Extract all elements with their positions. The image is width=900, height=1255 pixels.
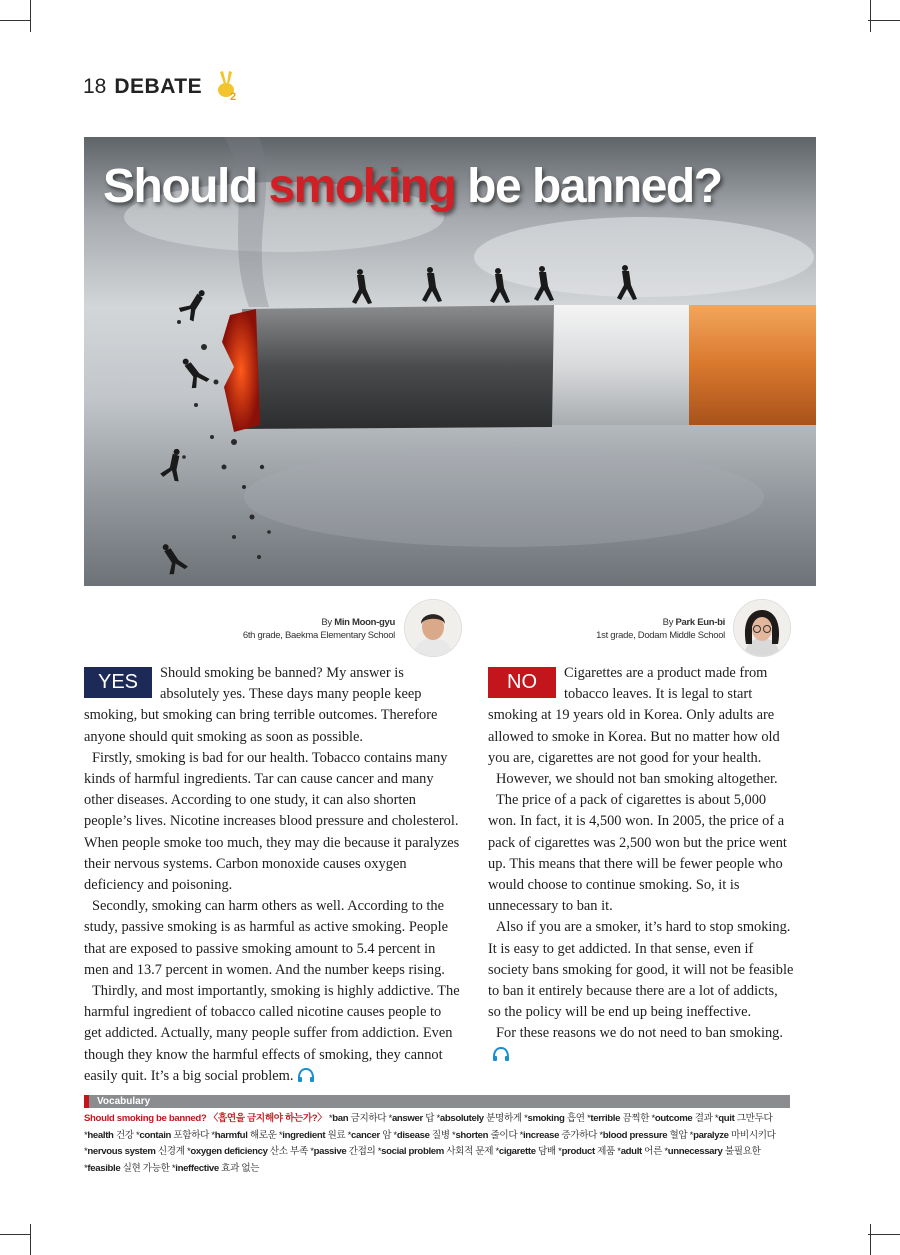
paragraph: [488, 1023, 794, 1065]
byline-by: By: [662, 617, 676, 628]
vocabulary-entry: *disease 질병: [391, 1129, 450, 1141]
paragraph-text: Cigarettes are a product made from tobacco leaves. It is legal to start smoking at 19 years old in Korea. Only adults are allowed to smoke in Korea. But no matter how old you are, cigarettes are not good for your health.: [488, 665, 780, 766]
vocabulary-term: adult: [620, 1146, 642, 1157]
vocabulary-list: [84, 1111, 794, 1177]
vocabulary-entry: *product 제품: [555, 1146, 615, 1157]
vocabulary-term: unnecessary: [667, 1146, 723, 1157]
headphone-icon[interactable]: [297, 1067, 315, 1083]
vocabulary-entry: *ineffective 효과 없는: [169, 1162, 260, 1174]
vocabulary-entry: *quit 그만두다: [712, 1113, 773, 1124]
vocabulary-term: ban: [332, 1113, 349, 1124]
vocabulary-term: paralyze: [693, 1129, 729, 1141]
vocabulary-meaning: 제품: [594, 1146, 615, 1157]
vocabulary-entry: *paralyze 마비시키다: [687, 1129, 776, 1141]
vocabulary-term: ineffective: [175, 1162, 219, 1174]
girl-portrait-image: [734, 600, 790, 656]
author-name: Park Eun-bi: [675, 617, 725, 628]
boy-portrait-image: [405, 600, 461, 656]
vocabulary-meaning: 불필요한: [722, 1146, 761, 1157]
paragraph-text: Thirdly, and most importantly, smoking is highly addictive. The harmful ingredient of tobacco called nicotine causes people to get addicted. Actually, many people suffer from addiction. Even though they know the harmful effects of smoking, they cannot easily quit. It’s a big social problem.: [84, 983, 460, 1084]
vocabulary-meaning: 원료: [325, 1129, 346, 1141]
vocabulary-term: shorten: [455, 1129, 489, 1141]
avatar: [404, 599, 462, 657]
vocabulary-term: passive: [313, 1146, 347, 1157]
vocabulary-entry: *blood pressure 혈압: [597, 1129, 688, 1141]
vocabulary-meaning: 간접의: [346, 1146, 376, 1157]
vocabulary-term: quit: [718, 1113, 735, 1124]
no-column: [488, 663, 794, 1066]
vocabulary-entry: *health 건강: [84, 1129, 134, 1141]
vocabulary-entry: *smoking 흡연: [521, 1113, 585, 1124]
crop-mark: [0, 20, 30, 21]
vocabulary-bar: [84, 1095, 790, 1108]
vocabulary-entry: *cigarette 담배: [493, 1146, 556, 1157]
vocabulary-term: oxygen deficiency: [190, 1146, 268, 1157]
headphone-icon[interactable]: [492, 1046, 510, 1062]
vocabulary-meaning: 해로운: [247, 1129, 277, 1141]
vocabulary-entry: *adult 어른: [614, 1146, 663, 1157]
page-number: 18: [83, 75, 107, 98]
crop-mark: [30, 0, 31, 32]
vocabulary-term: ingredient: [282, 1129, 326, 1141]
section-title: DEBATE: [114, 75, 203, 98]
crop-mark: [870, 1224, 871, 1255]
vocabulary-term: product: [561, 1146, 595, 1157]
crop-mark: [868, 20, 900, 21]
vocabulary-term: increase: [522, 1129, 560, 1141]
vocabulary-meaning: 실현 가능한: [120, 1162, 170, 1174]
vocabulary-meaning: 신경계: [155, 1146, 185, 1157]
vocabulary-meaning: 암: [379, 1129, 392, 1141]
vocabulary-meaning: 흡연: [564, 1113, 585, 1124]
paragraph: [84, 663, 460, 748]
vocabulary-term: health: [87, 1129, 114, 1141]
page-title: [103, 159, 722, 214]
page-header: [83, 70, 240, 104]
vocabulary-entry: *harmful 해로운: [209, 1129, 277, 1141]
vocabulary-entry: *nervous system 신경계: [84, 1146, 185, 1157]
paragraph: Firstly, smoking is bad for our health. Tobacco contains many kinds of harmful ingredients. Tar can cause cancer and many other diseases. According to one study, it can also shorten people’s lives. Nicotine increases blood pressure and cholesterol. When people smoke too much, they may die because it paralyzes their nervous systems. Carbon monoxide causes oxygen deficiency and poisoning.: [84, 749, 460, 894]
vocabulary-meaning: 포함하다: [171, 1129, 210, 1141]
title-part2: be banned?: [455, 160, 722, 213]
vocabulary-entry: *ingredient 원료: [276, 1129, 346, 1141]
vocabulary-term: outcome: [654, 1113, 693, 1124]
vocabulary-meaning: 질병: [429, 1129, 450, 1141]
vocabulary-entry: *contain 포함하다: [133, 1129, 210, 1141]
author-school: 1st grade, Dodam Middle School: [596, 630, 725, 641]
vocabulary-entry: *oxygen deficiency 산소 부족: [184, 1146, 308, 1157]
vocabulary-meaning: 증가하다: [559, 1129, 598, 1141]
svg-text:2: 2: [230, 91, 237, 103]
paragraph: Also if you are a smoker, it’s hard to stop smoking. It is easy to get addicted. In that sense, even if society bans smoking for good, it will not be feasible to ban it entirely because there are a lot of addicts, so the policy will be end up being ineffective.: [488, 919, 794, 1021]
paragraph: [84, 981, 460, 1087]
vocabulary-headline: Should smoking be banned? 〈흡연을 금지해야 하는가?〉: [84, 1113, 327, 1124]
vocabulary-meaning: 효과 없는: [218, 1162, 260, 1174]
vocabulary-term: cigarette: [498, 1146, 536, 1157]
vocabulary-meaning: 금지하다: [348, 1113, 387, 1124]
vocabulary-meaning: 건강: [113, 1129, 134, 1141]
vocabulary-label: Vocabulary: [97, 1096, 151, 1107]
vocabulary-term: harmful: [214, 1129, 248, 1141]
vocabulary-entry: *absolutely 분명하게: [434, 1113, 522, 1124]
vocabulary-term: smoking: [527, 1113, 565, 1124]
vocabulary-meaning: 답: [422, 1113, 435, 1124]
author-name: Min Moon-gyu: [334, 617, 395, 628]
vocabulary-meaning: 산소 부족: [267, 1146, 308, 1157]
peace-sign-logo: [214, 70, 240, 104]
vocabulary-term: absolutely: [439, 1113, 484, 1124]
crop-mark: [0, 1234, 30, 1235]
vocabulary-entry: *unnecessary 불필요한: [662, 1146, 761, 1157]
vocabulary-entry: *terrible 끔찍한: [584, 1113, 650, 1124]
vocabulary-term: blood pressure: [602, 1129, 668, 1141]
vocabulary-term: social problem: [381, 1146, 444, 1157]
vocabulary-entry: *passive 간접의: [307, 1146, 376, 1157]
title-part1: Should: [103, 160, 269, 213]
paragraph: Secondly, smoking can harm others as well. According to the study, passive smoking is as harmful as active smoking. People that are exposed to passive smoking amount to 5.4 percent in men and 13.7 percent in women. And the number keeps rising.: [84, 898, 448, 978]
hero-image: [84, 137, 816, 586]
vocabulary-term: answer: [391, 1113, 423, 1124]
crop-mark: [30, 1224, 31, 1255]
avatar: [733, 599, 791, 657]
vocabulary-term: nervous system: [87, 1146, 156, 1157]
vocabulary-meaning: 결과: [692, 1113, 713, 1124]
vocabulary-term: cancer: [351, 1129, 380, 1141]
vocabulary-entry: *answer 답: [386, 1113, 435, 1124]
vocabulary-meaning: 마비시키다: [728, 1129, 776, 1141]
vocabulary-meaning: 분명하게: [483, 1113, 522, 1124]
vocabulary-meaning: 사회적 문제: [443, 1146, 494, 1157]
vocabulary-term: terrible: [590, 1113, 621, 1124]
vocabulary-entry: *social problem 사회적 문제: [375, 1146, 494, 1157]
vocabulary-meaning: 줄이다: [488, 1129, 518, 1141]
vocabulary-entry: *feasible 실현 가능한: [84, 1162, 170, 1174]
vocabulary-term: disease: [396, 1129, 430, 1141]
no-badge: NO: [488, 667, 556, 698]
paragraph: The price of a pack of cigarettes is about 5,000 won. In fact, it is 4,500 won. In 2005, the price of a pack of cigarettes was 2,500 won but the price went up. This means that there will be fewer people who would choose to continue smoking. So, it is unnecessary to ban it.: [488, 792, 787, 915]
vocabulary-entry: *ban 금지하다: [328, 1113, 387, 1124]
vocabulary-meaning: 그만두다: [734, 1113, 773, 1124]
vocabulary-term: feasible: [87, 1162, 121, 1174]
vocabulary-meaning: 담배: [535, 1146, 556, 1157]
byline-yes: [180, 616, 395, 642]
vocabulary-entry: *shorten 줄이다: [449, 1129, 518, 1141]
vocabulary-meaning: 어른: [641, 1146, 663, 1157]
paragraph-text: For these reasons we do not need to ban smoking.: [496, 1025, 783, 1042]
vocabulary-entry: *cancer 암: [345, 1129, 392, 1141]
author-school: 6th grade, Baekma Elementary School: [242, 630, 395, 641]
paragraph: [488, 663, 794, 769]
yes-badge: YES: [84, 667, 152, 698]
vocabulary-term: contain: [139, 1129, 172, 1141]
vocabulary-meaning: 혈압: [667, 1129, 688, 1141]
vocabulary-entry: *outcome 결과: [649, 1113, 713, 1124]
vocabulary-bar-accent: [84, 1095, 89, 1108]
crop-mark: [870, 0, 871, 32]
byline-by: By: [321, 617, 335, 628]
byline-no: [520, 616, 725, 642]
vocabulary-entry: *increase 증가하다: [517, 1129, 598, 1141]
vocabulary-meaning: 끔찍한: [620, 1113, 650, 1124]
paragraph: However, we should not ban smoking altogether.: [496, 771, 778, 788]
title-highlight: smoking: [268, 160, 456, 213]
crop-mark: [868, 1234, 900, 1235]
yes-column: [84, 663, 460, 1087]
paragraph-text: Should smoking be banned? My answer is absolutely yes. These days many people keep smoking, but smoking can bring terrible outcomes. Therefore anyone should quit smoking as soon as possible.: [84, 665, 438, 745]
